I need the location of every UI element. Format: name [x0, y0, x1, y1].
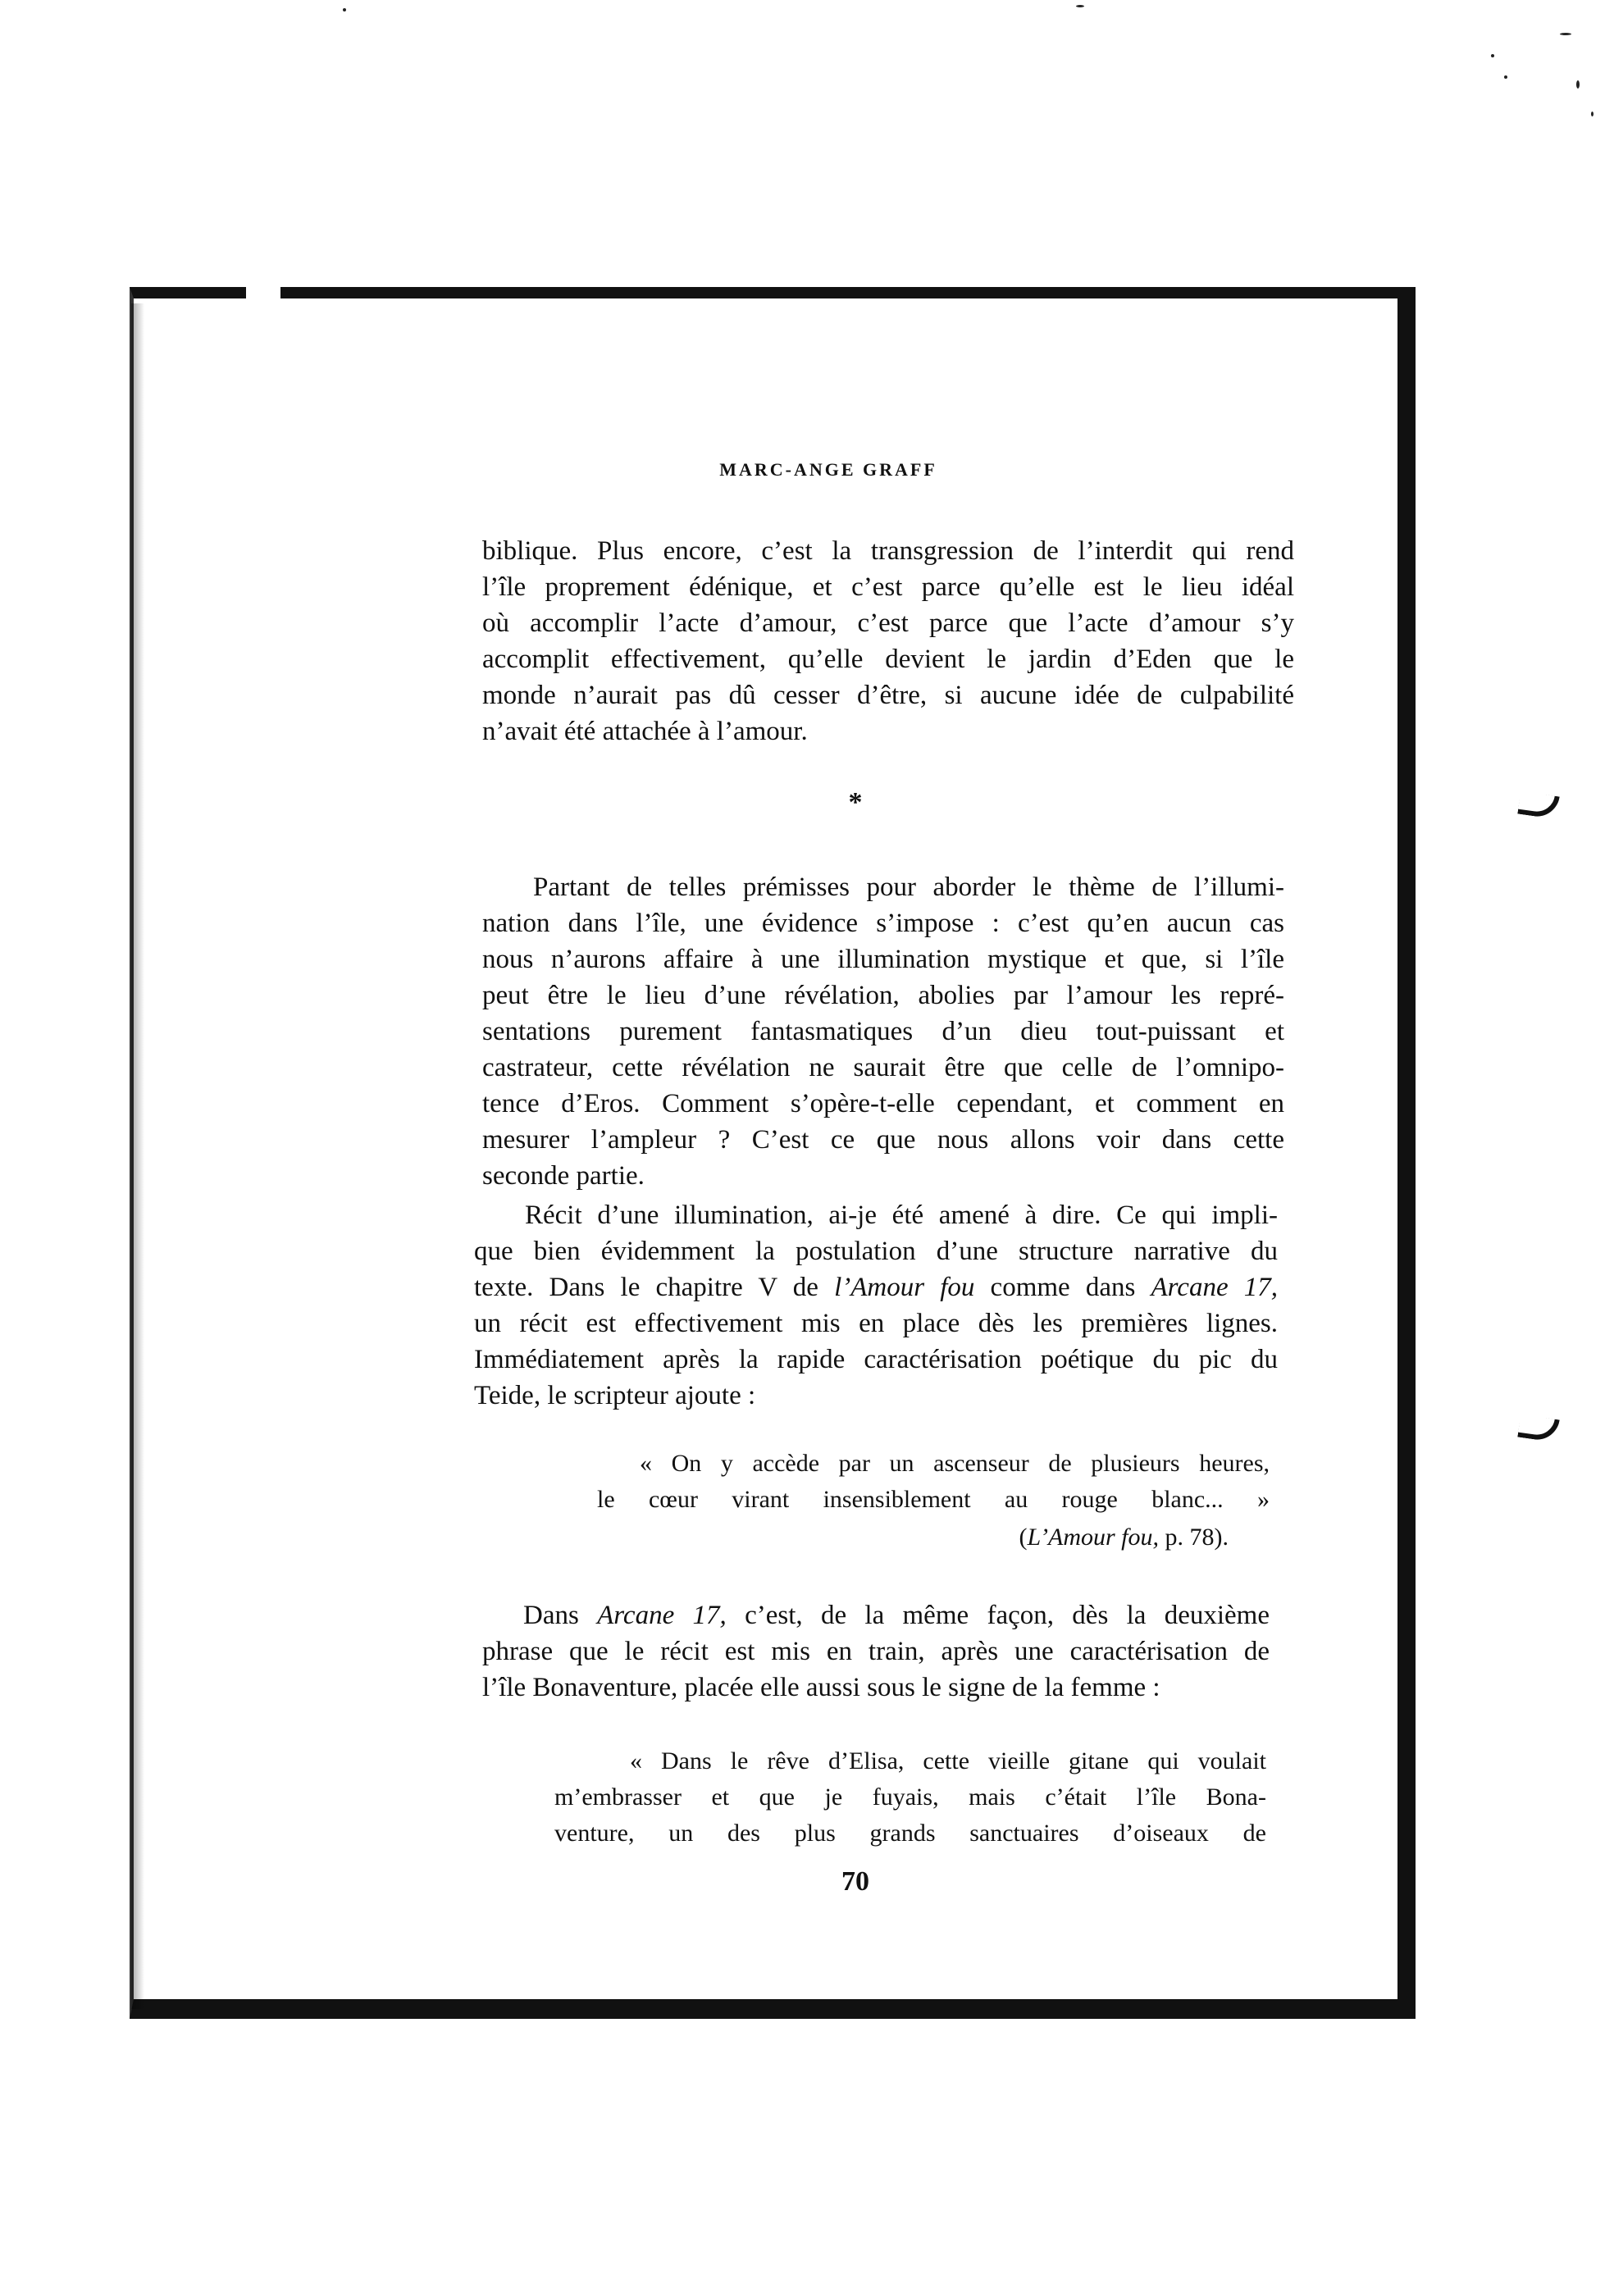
- text-line: où accomplir l’acte d’amour, c’est parce que l’acte d’amour s’y: [482, 608, 1294, 638]
- text-line: [474, 1269, 1278, 1305]
- text-run: texte. Dans le chapitre V de: [474, 1273, 835, 1302]
- text-line: l’île proprement édénique, et c’est parce qu’elle est le lieu idéal: [482, 572, 1294, 602]
- text-line: Partant de telles prémisses pour aborder le thème de l’illumi-: [533, 872, 1284, 902]
- quote-line: m’embrasser et que je fuyais, mais c’était l’île Bona-: [554, 1784, 1266, 1811]
- scan-edge-shadow: [131, 303, 144, 2009]
- citation: [820, 1521, 1229, 1554]
- margin-mark: [1517, 1414, 1559, 1442]
- text-line: Immédiatement après la rapide caractérisation poétique du pic du: [474, 1345, 1278, 1374]
- text-line: que bien évidemment la postulation d’une structure narrative du: [474, 1237, 1278, 1266]
- text-line: accomplit effectivement, qu’elle devient le jardin d’Eden que le: [482, 645, 1294, 674]
- running-head: MARC-ANGE GRAFF: [719, 459, 937, 480]
- citation-paren: (: [1019, 1524, 1028, 1551]
- quote-line: venture, un des plus grands sanctuaires d’oiseaux de: [554, 1820, 1266, 1847]
- text-line: un récit est effectivement mis en place dès les premières lignes.: [474, 1309, 1278, 1338]
- text-line: n’avait été attachée à l’amour.: [482, 717, 808, 746]
- work-title: Arcane 17,: [1151, 1273, 1278, 1302]
- text-line: Teide, le scripteur ajoute :: [474, 1381, 756, 1410]
- text-run: Dans: [523, 1601, 598, 1630]
- paragraph-3: [474, 1197, 1278, 1414]
- scan-speck: [1076, 5, 1084, 7]
- text-run: c’est, de la même façon, dès la deuxième: [726, 1601, 1270, 1630]
- work-title: l’Amour fou: [834, 1273, 975, 1302]
- text-line: tence d’Eros. Comment s’opère-t-elle cependant, et comment en: [482, 1089, 1284, 1118]
- text-line: monde n’aurait pas dû cesser d’être, si aucune idée de culpabilité: [482, 681, 1294, 710]
- scan-speck: [1491, 54, 1494, 57]
- scan-speck: [1591, 112, 1593, 116]
- text-line: biblique. Plus encore, c’est la transgression de l’interdit qui rend: [482, 536, 1294, 566]
- paragraph-2: [482, 869, 1284, 1194]
- text-line: Récit d’une illumination, ai-je été amené à dire. Ce qui impli-: [525, 1200, 1278, 1230]
- text-line: mesurer l’ampleur ? C’est ce que nous allons voir dans cette: [482, 1125, 1284, 1155]
- text-run: comme dans: [974, 1273, 1151, 1302]
- scan-speck: [1576, 80, 1580, 89]
- text-line: [482, 1597, 1270, 1633]
- scan-speck: [1504, 75, 1507, 79]
- text-line: castrateur, cette révélation ne saurait être que celle de l’omnipo-: [482, 1053, 1284, 1082]
- block-quote-2: [554, 1745, 1266, 1853]
- quote-line: « On y accède par un ascenseur de plusieurs heures,: [640, 1450, 1270, 1477]
- text-line: seconde partie.: [482, 1161, 645, 1191]
- section-divider: *: [848, 787, 863, 818]
- text-line: peut être le lieu d’une révélation, abolies par l’amour les repré-: [482, 981, 1284, 1010]
- paragraph-1: [482, 533, 1294, 749]
- text-line: nous n’aurons affaire à une illumination mystique et que, si l’île: [482, 945, 1284, 974]
- scan-speck: [343, 8, 346, 11]
- frame-gap: [246, 280, 280, 302]
- block-quote-1: [597, 1447, 1270, 1519]
- quote-line: le cœur virant insensiblement au rouge blanc... »: [597, 1486, 1270, 1513]
- scan-speck: [1560, 33, 1571, 35]
- text-line: sentations purement fantasmatiques d’un dieu tout-puissant et: [482, 1017, 1284, 1046]
- page-number: 70: [841, 1866, 869, 1897]
- text-line: nation dans l’île, une évidence s’impose : c’est qu’en aucun cas: [482, 909, 1284, 938]
- citation-title: L’Amour fou,: [1027, 1524, 1159, 1551]
- citation-page: p. 78).: [1159, 1524, 1229, 1551]
- paragraph-4: [482, 1597, 1270, 1706]
- quote-line: « Dans le rêve d’Elisa, cette vieille gitane qui voulait: [630, 1747, 1266, 1774]
- work-title: Arcane 17,: [597, 1601, 727, 1630]
- text-line: phrase que le récit est mis en train, après une caractérisation de: [482, 1637, 1270, 1666]
- text-line: l’île Bonaventure, placée elle aussi sous le signe de la femme :: [482, 1673, 1160, 1702]
